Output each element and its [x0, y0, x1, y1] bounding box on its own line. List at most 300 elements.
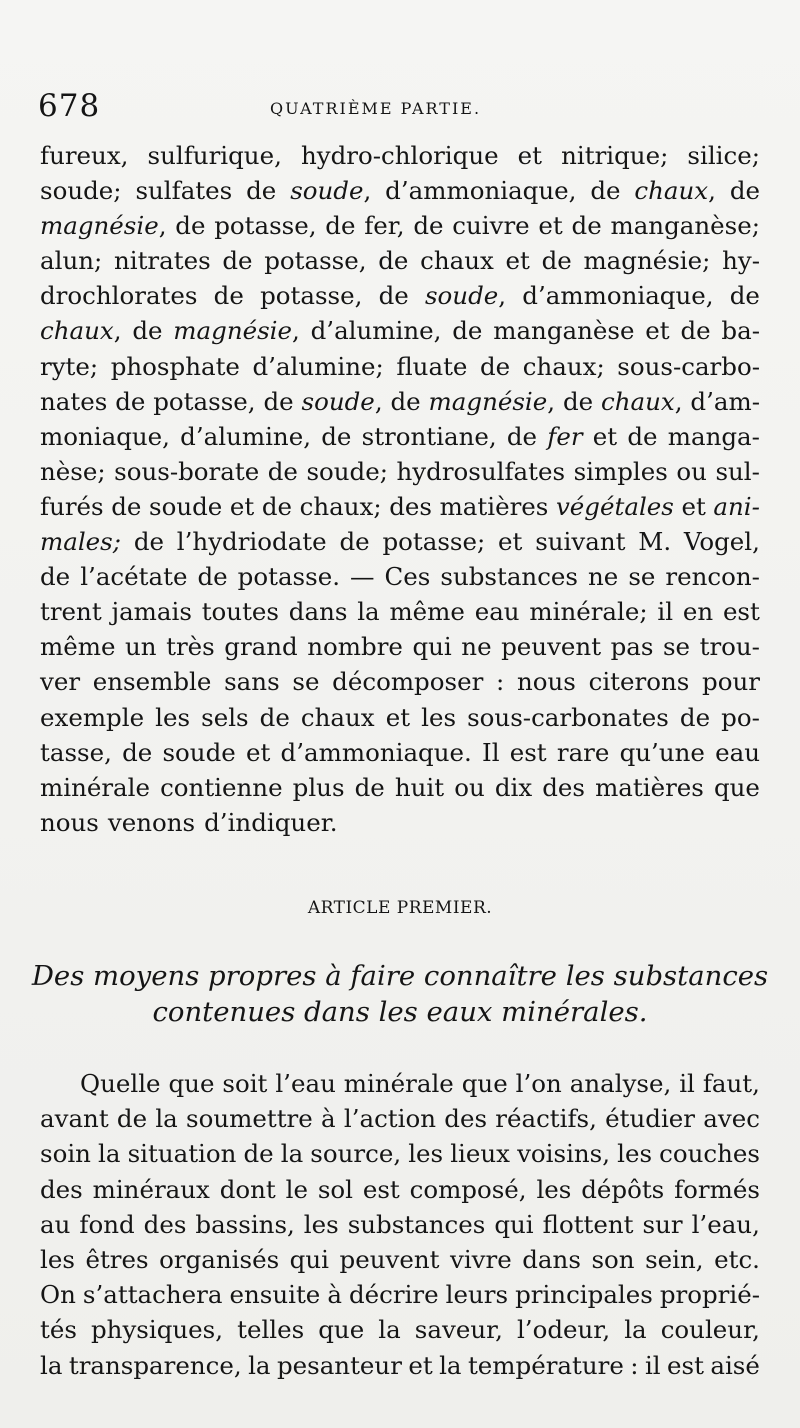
word: de: [259, 702, 290, 732]
text-line: [40, 594, 760, 629]
word: la: [439, 1350, 462, 1380]
word: de: [133, 527, 164, 557]
section-title: [0, 958, 800, 1030]
word: de: [679, 702, 711, 732]
word: soumettre: [186, 1104, 313, 1134]
text-line: [40, 1066, 760, 1101]
word: peuvent: [501, 632, 602, 662]
word: situation: [127, 1139, 237, 1169]
text-line: [40, 313, 760, 348]
word: végétales: [555, 491, 674, 521]
word: d’ammoniaque,: [522, 281, 714, 311]
word: transparence,: [68, 1350, 242, 1380]
word: flottent: [542, 1209, 634, 1239]
word: magnésie,: [173, 316, 300, 346]
word: lieux: [450, 1139, 510, 1169]
word: chaux: [300, 702, 375, 732]
word: chaux,: [601, 386, 683, 416]
text-line: [40, 735, 760, 770]
word: de: [339, 527, 370, 557]
word: sels: [201, 702, 249, 732]
word: des: [389, 491, 432, 521]
word: décrire: [348, 1280, 439, 1310]
text-line: [40, 524, 760, 559]
word: pour: [702, 667, 760, 697]
text-line: [40, 1277, 760, 1312]
word: d’ammoniaque.: [280, 737, 472, 767]
word: ne: [461, 632, 492, 662]
word: couches: [659, 1139, 760, 1169]
word: hydro-chlorique: [300, 141, 499, 170]
word: qui: [494, 1209, 534, 1239]
word: fluate: [396, 351, 468, 381]
word: d’alumine,: [180, 421, 311, 451]
word: peuvent: [339, 1244, 440, 1274]
word: suivant: [535, 527, 626, 557]
word: soude;: [306, 456, 388, 486]
word: sur: [642, 1209, 683, 1239]
word: de: [321, 421, 352, 451]
word: de: [115, 386, 146, 416]
word: de: [562, 386, 594, 416]
text-line: [40, 419, 760, 454]
word: sous-carbo-: [617, 351, 760, 381]
word: de: [246, 176, 277, 206]
word: de: [132, 316, 163, 346]
word: pesanteur: [276, 1350, 402, 1380]
word: potasse;: [382, 527, 486, 557]
word: qu’une: [619, 737, 705, 767]
word: que: [461, 1069, 508, 1098]
paragraph-analysis-method: [40, 1066, 760, 1383]
word: ou: [454, 772, 485, 802]
word: eau: [474, 597, 520, 627]
word: exemple: [40, 702, 145, 732]
word: l’on: [515, 1069, 562, 1098]
word: telles: [237, 1315, 305, 1345]
word: de: [390, 386, 421, 416]
word: minérale: [343, 1069, 454, 1098]
word: chaux: [420, 246, 494, 276]
word: est: [509, 737, 547, 767]
word: bassins,: [195, 1209, 295, 1239]
word: minérale;: [529, 597, 648, 627]
word: de: [479, 351, 511, 381]
word: de: [40, 562, 71, 592]
word: ver: [40, 667, 81, 697]
word: tés: [40, 1315, 77, 1345]
word: de: [261, 491, 293, 521]
word: ou: [676, 456, 707, 486]
word: la: [280, 1139, 304, 1169]
text-line: [40, 629, 760, 664]
word: la: [624, 1315, 647, 1345]
word: ne: [588, 562, 619, 592]
word: potasse,: [264, 246, 367, 276]
word: d’alumine,: [310, 316, 442, 346]
text-line: [40, 1136, 760, 1171]
word: de: [243, 1139, 274, 1169]
word: et: [505, 246, 530, 276]
word: des: [143, 1209, 187, 1239]
word: soude: [149, 491, 223, 521]
word: :: [496, 667, 505, 697]
word: leurs: [445, 1280, 509, 1310]
word: en: [682, 597, 714, 627]
word: voisins,: [517, 1139, 611, 1169]
word: d’ammoniaque,: [385, 176, 577, 206]
word: sol: [317, 1174, 353, 1204]
word: toutes: [201, 597, 279, 627]
word: potasse,: [153, 386, 256, 416]
word: hydrosulfates: [396, 456, 566, 486]
word: ensuite: [229, 1280, 321, 1310]
word: le: [285, 1174, 308, 1204]
page-number: 678: [38, 88, 101, 124]
article-heading: ARTICLE PREMIER.: [307, 898, 493, 918]
word: de: [729, 281, 760, 311]
text-line: [40, 559, 760, 594]
word: nitrique;: [561, 141, 669, 170]
word: drochlorates: [40, 281, 198, 311]
word: que: [713, 772, 760, 802]
running-head: QUATRIÈME PARTIE.: [270, 99, 482, 118]
section-title-line: Des moyens propres à faire connaître les substances: [31, 960, 769, 992]
word: proprié-: [659, 1280, 760, 1310]
word: ryte;: [40, 351, 99, 381]
word: substances: [347, 1209, 486, 1239]
word: au: [40, 1209, 71, 1239]
word: l’acétate: [80, 562, 188, 592]
word: fer: [547, 421, 583, 451]
word: et: [681, 491, 706, 521]
word: nous: [516, 667, 576, 697]
word: fer,: [364, 211, 405, 241]
word: sein,: [645, 1244, 704, 1274]
text-line: [40, 349, 760, 384]
word: à: [321, 1104, 336, 1134]
text-line: [40, 805, 760, 840]
word: rare: [556, 737, 610, 767]
word: simples: [573, 456, 668, 486]
text-line: [40, 1101, 760, 1136]
text-line: [40, 770, 760, 805]
word: citerons: [588, 667, 690, 697]
word: même: [389, 597, 465, 627]
word: de: [452, 316, 483, 346]
word: fond: [79, 1209, 135, 1239]
word: minéraux: [92, 1174, 210, 1204]
word: la: [155, 1104, 178, 1134]
word: de: [267, 456, 298, 486]
word: rencon-: [665, 562, 760, 592]
word: l’hydriodate: [176, 527, 327, 557]
word: les: [155, 702, 191, 732]
word: soude,: [424, 281, 507, 311]
word: l’eau,: [691, 1209, 760, 1239]
word: faut,: [702, 1069, 760, 1098]
text-line: [40, 1207, 760, 1242]
word: huit: [394, 772, 445, 802]
word: chaux;: [522, 351, 605, 381]
word: Quelle: [80, 1069, 161, 1098]
word: de: [571, 211, 602, 241]
word: de: [213, 281, 244, 311]
word: d’alumine;: [252, 351, 384, 381]
word: eau: [715, 737, 760, 767]
word: chaux;: [299, 491, 382, 521]
word: de: [506, 421, 538, 451]
word: chaux,: [40, 316, 122, 346]
word: dépôts: [581, 1174, 665, 1204]
word: les: [303, 1209, 339, 1239]
word: la: [357, 597, 380, 627]
word: et: [592, 421, 618, 451]
word: de: [354, 772, 385, 802]
word: dont: [219, 1174, 276, 1204]
word: ani-: [713, 491, 760, 521]
word: nitrates: [113, 246, 211, 276]
word: M.: [638, 527, 672, 557]
word: et: [229, 491, 255, 521]
word: de: [541, 246, 572, 276]
word: de: [627, 421, 658, 451]
word: —: [350, 562, 375, 592]
word: est: [722, 597, 760, 627]
word: est: [667, 1350, 704, 1380]
text-line: [40, 138, 760, 173]
word: Vogel,: [683, 527, 760, 557]
word: de: [263, 386, 294, 416]
word: potasse,: [260, 281, 363, 311]
word: substances: [440, 562, 579, 592]
word: vivre: [449, 1244, 512, 1274]
word: soude: [162, 737, 236, 767]
word: les: [40, 1244, 75, 1274]
word: des: [40, 1174, 83, 1204]
page-header: [38, 88, 760, 124]
word: soude,: [290, 176, 372, 206]
word: de: [111, 491, 142, 521]
text-line: [40, 173, 760, 208]
word: On: [40, 1280, 76, 1310]
word: pas: [610, 632, 654, 662]
word: matières: [595, 772, 704, 802]
word: soude;: [40, 176, 122, 206]
word: ensemble: [92, 667, 212, 697]
word: très: [166, 632, 215, 662]
text-line: [40, 1242, 760, 1277]
word: étudier: [605, 1104, 696, 1134]
text-line: [40, 1312, 760, 1347]
word: s’attachera: [82, 1280, 223, 1310]
word: décomposer: [332, 667, 484, 697]
word: réactifs,: [495, 1104, 597, 1134]
word: phosphate: [110, 351, 240, 381]
word: avant: [40, 1104, 109, 1134]
word: sul-: [715, 456, 760, 486]
paragraph-substances-list: [40, 138, 760, 840]
word: :: [630, 1350, 639, 1380]
word: potasse.: [237, 562, 340, 592]
word: de: [175, 211, 206, 241]
word: de: [122, 737, 153, 767]
word: l’action: [343, 1104, 437, 1134]
word: des: [444, 1104, 488, 1134]
word: et: [245, 737, 271, 767]
word: sans: [224, 667, 280, 697]
word: qui: [412, 632, 452, 662]
text-line: [40, 664, 760, 699]
word: et: [498, 527, 523, 557]
word: magnésie;: [583, 246, 711, 276]
word: minérale: [40, 772, 150, 802]
word: couleur,: [660, 1315, 760, 1345]
word: Il: [482, 737, 500, 767]
word: des: [542, 772, 585, 802]
word: fureux,: [40, 141, 129, 170]
word: l’eau: [275, 1069, 336, 1098]
word: de: [680, 316, 711, 346]
word: de: [197, 562, 228, 592]
word: de: [222, 246, 253, 276]
word: avec: [703, 1104, 760, 1134]
text-line: [40, 278, 760, 313]
text-line: [40, 489, 760, 524]
word: dans: [288, 597, 348, 627]
text-line: [40, 1348, 760, 1383]
word: manganèse;: [610, 211, 760, 241]
word: potasse,: [214, 211, 317, 241]
word: la: [378, 1315, 401, 1345]
word: saveur,: [414, 1315, 503, 1345]
word: trent: [40, 597, 102, 627]
word: et: [408, 1350, 433, 1380]
word: jamais: [111, 597, 192, 627]
text-line: [40, 700, 760, 735]
text-line: [40, 1172, 760, 1207]
word: un: [125, 632, 157, 662]
word: source,: [310, 1139, 402, 1169]
word: il: [657, 597, 674, 627]
word: de: [378, 246, 409, 276]
word: de: [729, 176, 760, 206]
word: de: [413, 211, 444, 241]
word: de: [325, 211, 356, 241]
text-line: [40, 384, 760, 419]
text-line: [40, 208, 760, 243]
word: les: [536, 1174, 572, 1204]
word: organisés: [159, 1244, 280, 1274]
word: soit: [222, 1069, 268, 1098]
word: males;: [40, 527, 122, 557]
word: nèse;: [40, 456, 106, 486]
word: moniaque,: [40, 421, 170, 451]
word: etc.: [714, 1244, 760, 1274]
word: cuivre: [452, 211, 530, 241]
word: d’am-: [690, 386, 760, 416]
word: température: [467, 1350, 624, 1380]
word: Ces: [384, 562, 431, 592]
text-line: [40, 454, 760, 489]
word: qui: [289, 1244, 329, 1274]
word: sous-borate: [114, 456, 260, 486]
word: même: [40, 632, 116, 662]
word: soude,: [301, 386, 383, 416]
word: dans: [522, 1244, 581, 1274]
word: de: [116, 1104, 148, 1134]
word: nates: [40, 386, 108, 416]
word: êtres: [85, 1244, 149, 1274]
word: il: [679, 1069, 695, 1098]
word: que: [318, 1315, 365, 1345]
word: les: [421, 702, 457, 732]
word: tasse,: [40, 737, 112, 767]
word: manga-: [667, 421, 760, 451]
text-line: [40, 243, 760, 278]
word: que: [168, 1069, 215, 1098]
word: et: [645, 316, 670, 346]
word: est: [362, 1174, 400, 1204]
word: la: [40, 1350, 63, 1380]
section-title-line: contenues dans les eaux minérales.: [152, 996, 648, 1028]
word: sulfurique,: [147, 141, 282, 170]
word: la: [98, 1139, 121, 1169]
word: à: [327, 1280, 342, 1310]
word: trou-: [699, 632, 760, 662]
word: chaux,: [634, 176, 716, 206]
word: et: [517, 141, 543, 170]
word: l’odeur,: [516, 1315, 611, 1345]
word: matières: [439, 491, 549, 521]
word: se: [628, 562, 656, 592]
word: les: [408, 1139, 444, 1169]
word: aisé: [710, 1350, 760, 1380]
word: analyse,: [569, 1069, 672, 1098]
word: son: [591, 1244, 635, 1274]
word: contienne: [160, 772, 283, 802]
word: silice;: [687, 141, 760, 170]
word: dix: [494, 772, 533, 802]
word: magnésie,: [428, 386, 556, 416]
word: formés: [674, 1174, 760, 1204]
word: nombre: [307, 632, 403, 662]
word: physiques,: [90, 1315, 224, 1345]
word: soin: [40, 1139, 91, 1169]
word: venons: [107, 807, 196, 837]
word: composé,: [409, 1174, 527, 1204]
word: sous-carbonates: [467, 702, 669, 732]
word: se: [292, 667, 320, 697]
word: hy-: [722, 246, 760, 276]
word: de: [590, 176, 621, 206]
word: po-: [721, 702, 760, 732]
word: les: [617, 1139, 653, 1169]
word: sulfates: [135, 176, 233, 206]
word: plus: [292, 772, 345, 802]
word: strontiane,: [361, 421, 497, 451]
word: et: [385, 702, 411, 732]
word: nous: [40, 807, 99, 837]
word: la: [248, 1350, 271, 1380]
word: se: [662, 632, 691, 662]
word: alun;: [40, 246, 103, 276]
word: de: [378, 281, 409, 311]
word: grand: [224, 632, 298, 662]
word: magnésie,: [40, 211, 167, 241]
word: d’indiquer.: [204, 807, 338, 837]
word: furés: [40, 491, 104, 521]
